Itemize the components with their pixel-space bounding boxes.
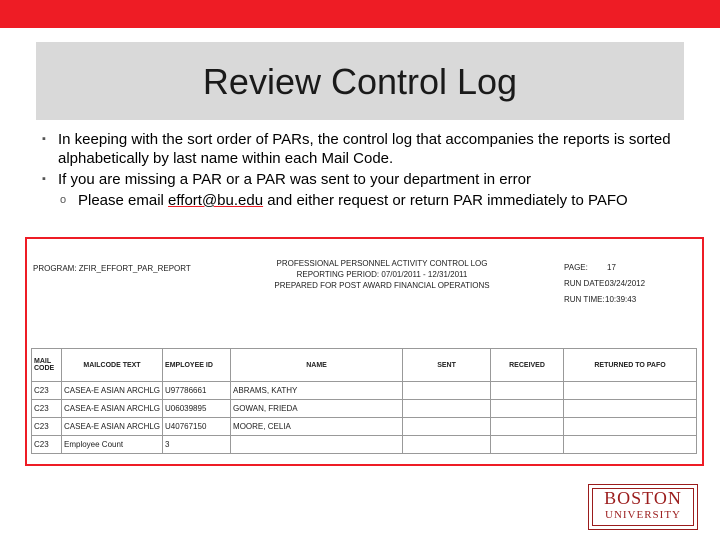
bullet-marker: ▪ (42, 133, 46, 145)
table-cell (491, 418, 564, 436)
table-cell: C23 (32, 382, 62, 400)
table-cell (491, 436, 564, 454)
boston-university-logo (588, 484, 698, 530)
sub-bullet-item (42, 191, 692, 210)
bullet-text: In keeping with the sort order of PARs, the control log that accompanies the reports is sorted alphabetically by last name within each Mail Code. (58, 131, 671, 167)
sub-bullet-marker: o (60, 194, 67, 206)
table-cell: U06039895 (163, 400, 231, 418)
email-link[interactable]: effort@bu.edu (168, 192, 264, 209)
table-cell (403, 418, 491, 436)
run-time-value: 10:39:43 (605, 295, 637, 304)
log-heading-line2: REPORTING PERIOD: 07/01/2011 - 12/31/2011 (296, 270, 468, 279)
bullet-item (42, 130, 692, 168)
col-sent: SENT (403, 349, 491, 382)
run-time-label: RUN TIME: (564, 295, 605, 304)
table-cell: 3 (163, 436, 231, 454)
table-cell: CASEA-E ASIAN ARCHLG (62, 418, 163, 436)
table-cell: C23 (32, 436, 62, 454)
col-employee-id: EMPLOYEE ID (163, 349, 231, 382)
table-row (32, 382, 697, 400)
table-cell: C23 (32, 418, 62, 436)
col-received: RECEIVED (491, 349, 564, 382)
table-cell: U40767150 (163, 418, 231, 436)
col-mail-code: MAIL CODE (32, 349, 62, 382)
table-cell (491, 400, 564, 418)
logo-line1: BOSTON (604, 488, 682, 508)
col-name: NAME (231, 349, 403, 382)
run-date-label: RUN DATE: (564, 279, 607, 288)
control-log-image (25, 237, 704, 466)
top-accent-bar (0, 0, 720, 28)
table-cell (403, 382, 491, 400)
table-cell (231, 436, 403, 454)
table-cell (564, 436, 697, 454)
table-cell: Employee Count (62, 436, 163, 454)
logo-line2: UNIVERSITY (605, 509, 681, 521)
table-cell: CASEA-E ASIAN ARCHLG (62, 382, 163, 400)
table-cell (564, 382, 697, 400)
table-cell (564, 418, 697, 436)
table-cell: GOWAN, FRIEDA (231, 400, 403, 418)
page-label: PAGE: (564, 263, 588, 272)
page-value: 17 (607, 263, 616, 272)
table-cell: U97786661 (163, 382, 231, 400)
col-returned: RETURNED TO PAFO (564, 349, 697, 382)
table-cell: CASEA-E ASIAN ARCHLG (62, 400, 163, 418)
bullet-list (42, 130, 692, 210)
sub-bullet-text-before: Please email (78, 192, 169, 209)
sub-bullet-text-after: and either request or return PAR immediately to PAFO (263, 192, 628, 209)
col-mailcode-text: MAILCODE TEXT (62, 349, 163, 382)
table-cell: ABRAMS, KATHY (231, 382, 403, 400)
log-heading-line1: PROFESSIONAL PERSONNEL ACTIVITY CONTROL LOG (276, 259, 488, 268)
log-heading-line3: PREPARED FOR POST AWARD FINANCIAL OPERATIONS (274, 281, 490, 290)
table-cell: MOORE, CELIA (231, 418, 403, 436)
bullet-marker: ▪ (42, 173, 46, 185)
table-cell: C23 (32, 400, 62, 418)
table-row (32, 436, 697, 454)
program-label: PROGRAM: ZFIR_EFFORT_PAR_REPORT (33, 264, 191, 273)
table-cell (403, 436, 491, 454)
bullet-text: If you are missing a PAR or a PAR was sent to your department in error (58, 171, 531, 188)
slide-title: Review Control Log (202, 61, 518, 102)
table-cell (403, 400, 491, 418)
table-cell (491, 382, 564, 400)
control-log-table (31, 348, 697, 454)
log-heading (267, 258, 497, 291)
table-cell (564, 400, 697, 418)
table-row (32, 418, 697, 436)
bullet-item (42, 170, 692, 189)
title-band (36, 42, 684, 120)
run-date-value: 03/24/2012 (605, 279, 646, 288)
table-header-row (32, 349, 697, 382)
table-row (32, 400, 697, 418)
